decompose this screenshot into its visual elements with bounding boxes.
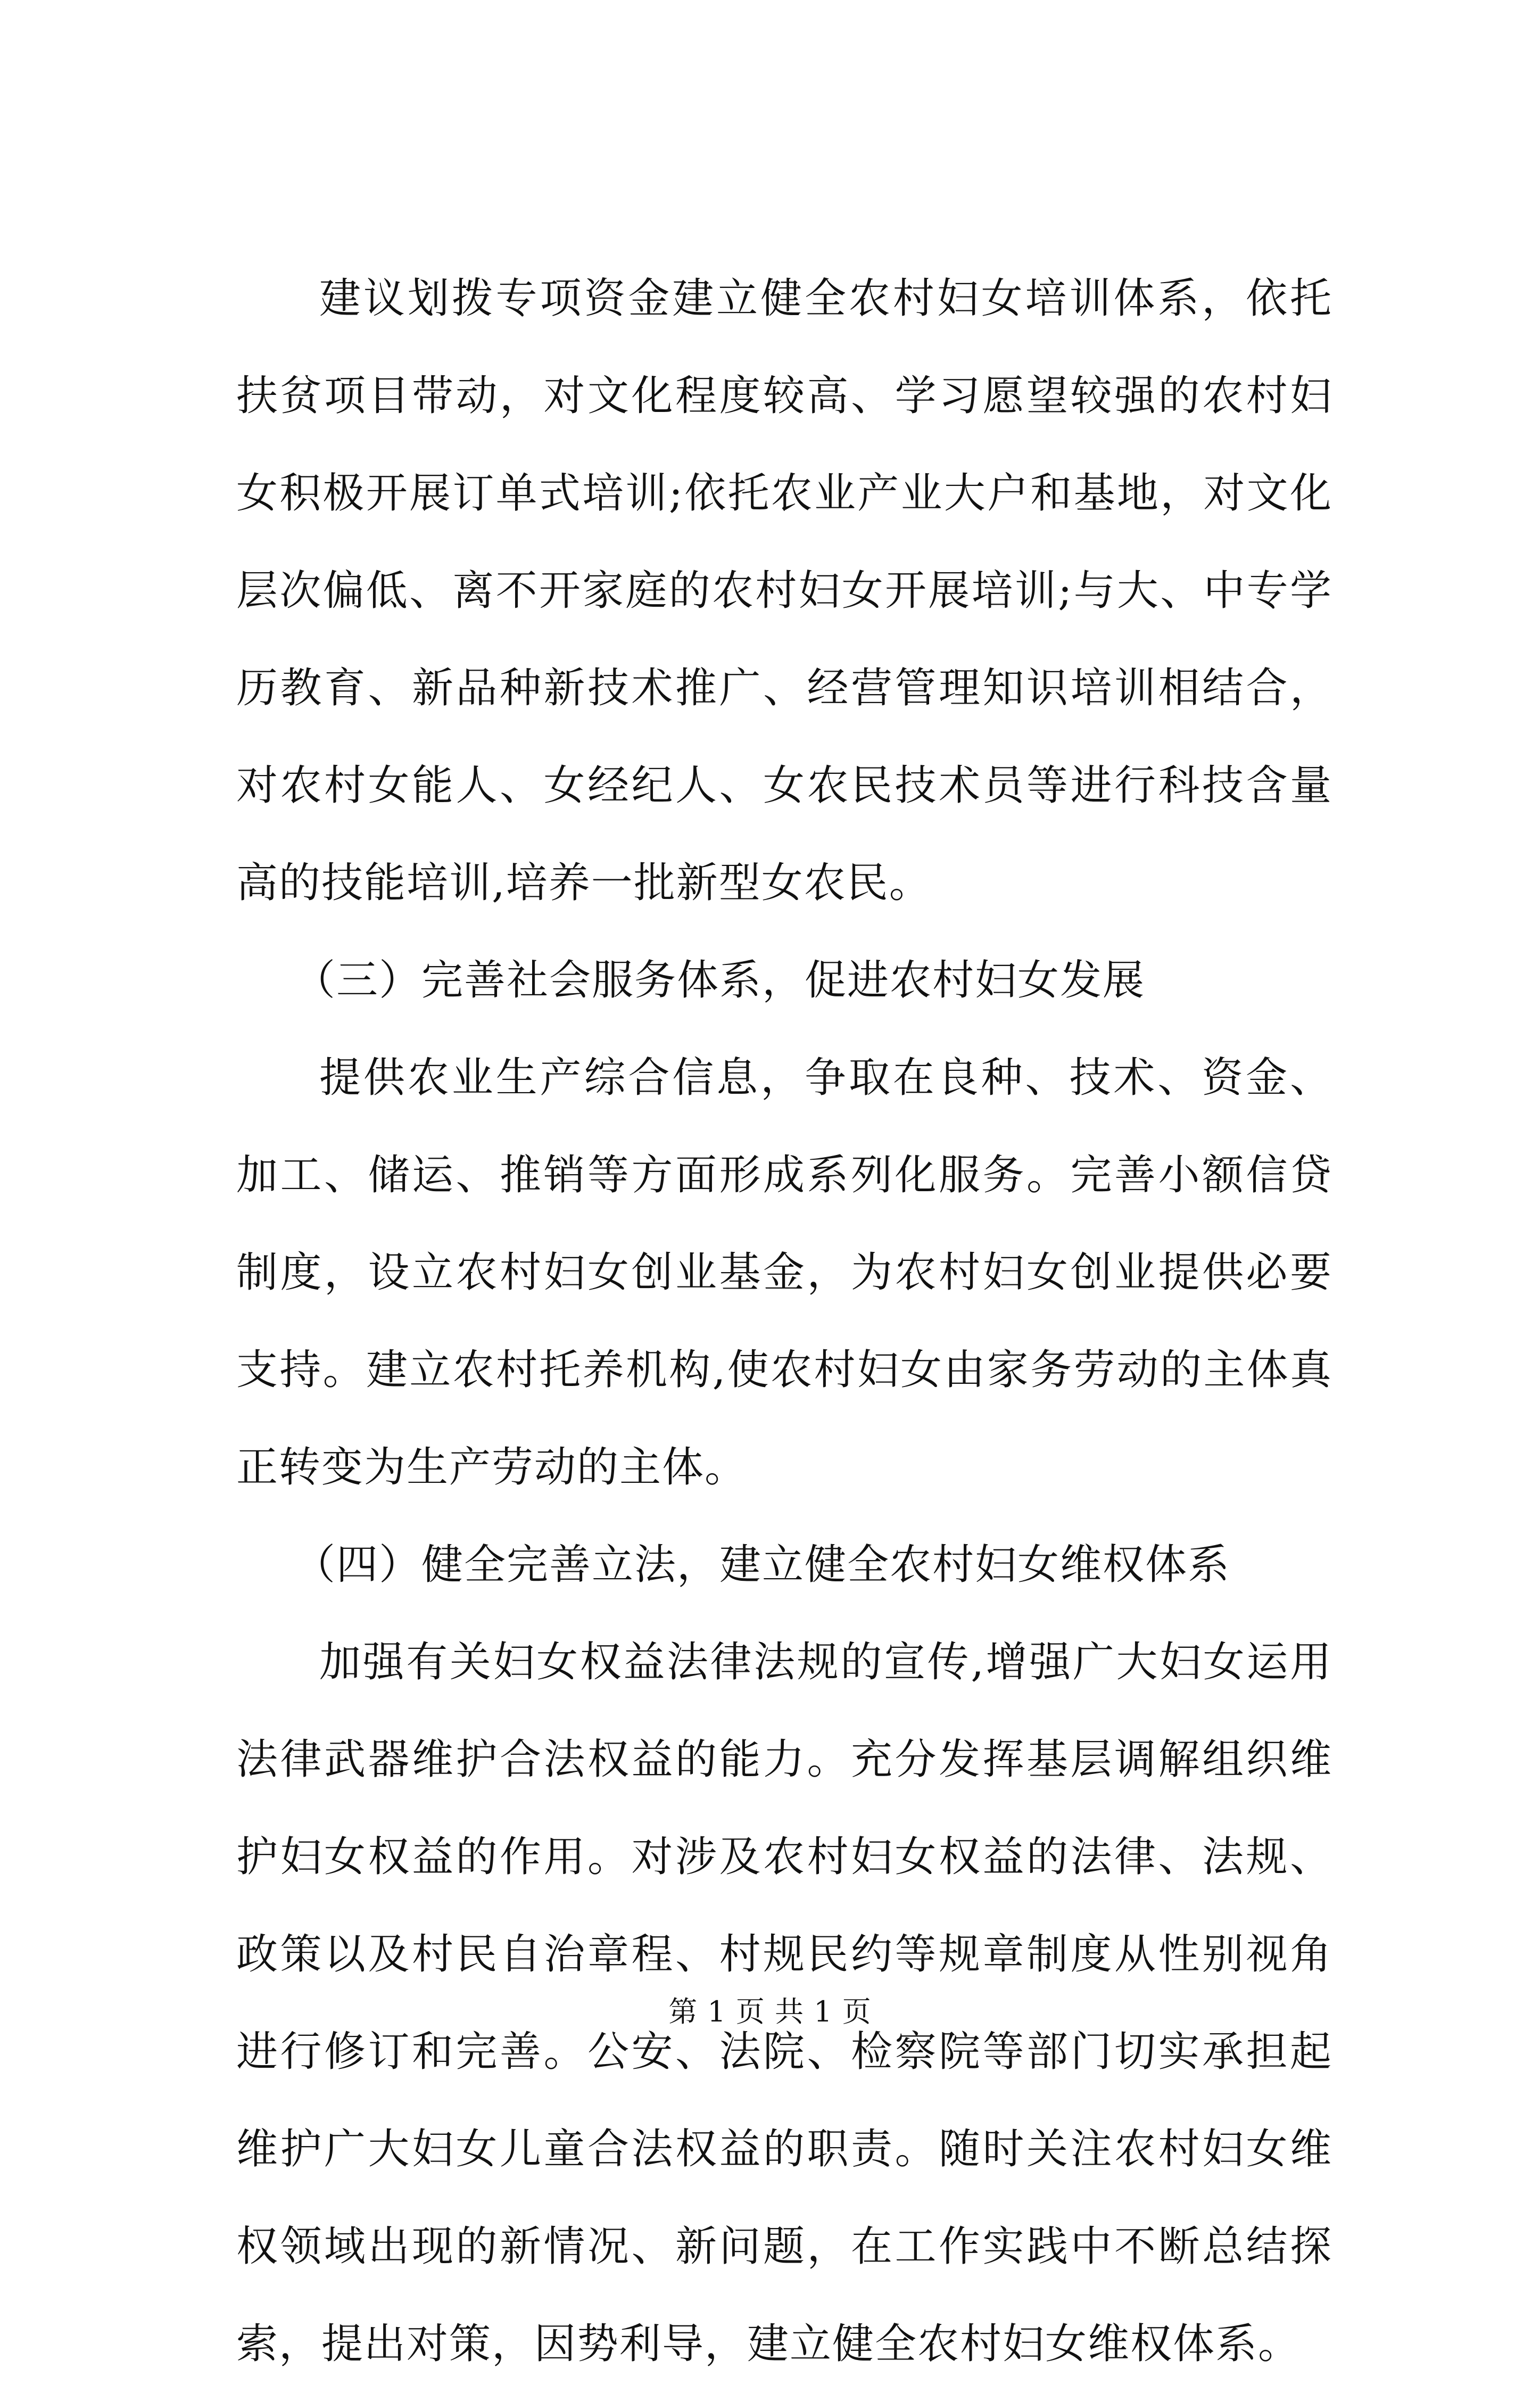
section-heading-4: （四）健全完善立法，建立健全农村妇女维权体系 xyxy=(294,1541,1231,1589)
section-heading-3: （三）完善社会服务体系，促进农村妇女发展 xyxy=(294,956,1146,1004)
document-body xyxy=(236,250,1332,2393)
paragraph-training-system: 建议划拨专项资金建立健全农村妇女培训体系，依托扶贫项目带动，对文化程度较高、学习愿望较强的农村妇女积极开展订单式培训;依托农业产业大户和基地，对文化层次偏低、离不开家庭的农村妇女开展培训;与大、中专学历教育、新品种新技术推广、经营管理知识培训相结合，对农村女能人、女经纪人、女农民技术员等进行科技含量高的技能培训,培养一批新型女农民。 xyxy=(236,275,1332,907)
paragraph-rights-protection: 加强有关妇女权益法律法规的宣传,增强广大妇女运用法律武器维护合法权益的能力。充分发挥基层调解组织维护妇女权益的作用。对涉及农村妇女权益的法律、法规、政策以及村民自治章程、村规民约等规章制度从性别视角进行修订和完善。公安、法院、检察院等部门切实承担起维护广大妇女儿童合法权益的职责。随时关注农村妇女维权领域出现的新情况、新问题，在工作实践中不断总结探索，提出对策，因势利导，建立健全农村妇女维权体系。 xyxy=(236,1638,1332,2368)
page-number-footer: 第 1 页 共 1 页 xyxy=(668,1995,872,2028)
paragraph-social-services: 提供农业生产综合信息，争取在良种、技术、资金、加工、储运、推销等方面形成系列化服务。完善小额信贷制度，设立农村妇女创业基金，为农村妇女创业提供必要支持。建立农村托养机构,使农村妇女由家务劳动的主体真正转变为生产劳动的主体。 xyxy=(236,1054,1332,1491)
